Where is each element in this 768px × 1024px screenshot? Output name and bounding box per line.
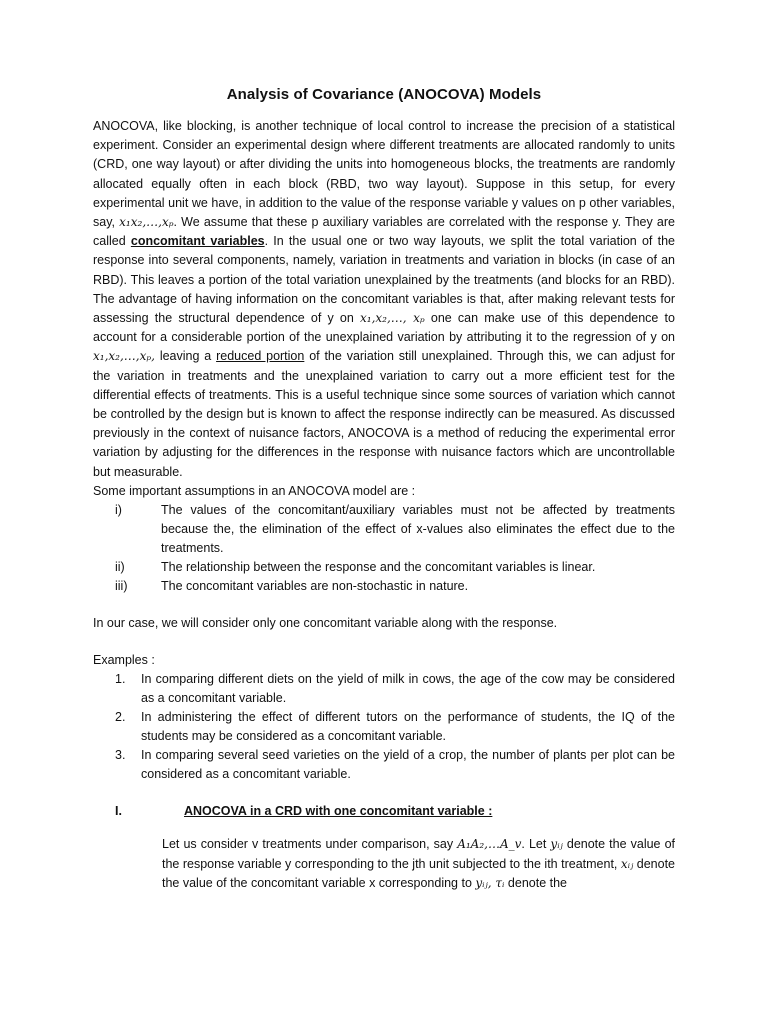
intro-text-4: one can make use of this dependence to account for a considerable portion of the unexplained variation by attributing it to the regression of y on xyxy=(93,311,675,345)
math-x1-xp-2: x₁,x₂,…, xₚ xyxy=(360,311,425,326)
list-item-number: 1. xyxy=(115,672,126,687)
section-title: ANOCOVA in a CRD with one concomitant variable : xyxy=(184,804,493,819)
section-text-4: denote the value of the concomitant variable x corresponding to xyxy=(162,856,675,891)
list-item-text: The concomitant variables are non-stochastic in nature. xyxy=(161,579,469,594)
list-item xyxy=(93,577,675,596)
section-text-2: . Let xyxy=(521,837,551,852)
section-paragraph xyxy=(162,835,675,894)
math-a1-av: A₁A₂,…A_v xyxy=(457,837,522,852)
intro-text-6: of the variation still unexplained. Through this, we can adjust for the variation in treatments and the unexplained variation to carry out a more efficient test for the differential effects of treatments. This is a useful technique since some sources of variation which cannot be controlled by the design but is known to affect the response indirectly can be measured. As discussed previously in the context of nuisance factors, ANOCOVA is a method of reducing the experimental error variation by adjusting for the differences in the response with nuisance factors which are uncontrollable but measurable. xyxy=(93,349,675,479)
list-item xyxy=(93,501,675,558)
case-note: In our case, we will consider only one concomitant variable along with the response. xyxy=(93,616,558,631)
assumptions-list xyxy=(93,501,675,596)
list-item xyxy=(93,746,675,784)
examples-list xyxy=(93,670,675,784)
math-x1-xp: x₁x₂,…,xₚ xyxy=(119,215,174,230)
section-text-5: denote the xyxy=(504,876,567,891)
examples-heading: Examples : xyxy=(93,653,155,668)
list-item-number: iii) xyxy=(115,579,128,594)
math-x1-xp-3: x₁,x₂,…,xₚ, xyxy=(93,349,155,364)
list-item xyxy=(93,708,675,746)
term-reduced-portion: reduced portion xyxy=(216,349,305,364)
list-item-number: ii) xyxy=(115,560,125,575)
math-xij: xᵢⱼ xyxy=(620,856,634,871)
section-text-1: Let us consider v treatments under comparison, say xyxy=(162,837,458,852)
list-item-text: In administering the effect of different tutors on the performance of students, the IQ of the students may be considered as a concomitant variable. xyxy=(141,710,675,744)
list-item xyxy=(93,558,675,577)
list-item-text: In comparing several seed varieties on the yield of a crop, the number of plants per plot can be considered as a concomitant variable. xyxy=(141,748,675,782)
assumptions-heading: Some important assumptions in an ANOCOVA model are : xyxy=(93,483,416,498)
intro-text-1: ANOCOVA, like blocking, is another technique of local control to increase the precision of a statistical experiment. Consider an experimental design where different treatments are allocated randomly to units (CRD, one way layout) or after dividing the units into homogeneous blocks, the treatments are randomly allocated equally often in each block (RBD, two way layout). Suppose in this setup, for every experimental unit we have, in addition to the value of the response variable y values on p other variables, say, xyxy=(93,119,675,230)
document-title: Analysis of Covariance (ANOCOVA) Models xyxy=(226,86,542,103)
list-item-number: 2. xyxy=(115,710,126,725)
intro-paragraph xyxy=(93,117,675,482)
math-yij-taui: yᵢⱼ, τᵢ xyxy=(475,876,505,891)
intro-text-5: leaving a xyxy=(154,349,217,364)
math-yij: yᵢⱼ xyxy=(550,837,563,852)
term-concomitant-variables: concomitant variables xyxy=(130,234,265,249)
list-item-number: i) xyxy=(115,503,122,518)
intro-text-2: . We assume that these p auxiliary variables are correlated with the response y. They are called xyxy=(93,215,675,249)
section-number: I. xyxy=(115,804,122,819)
intro-text-3: . In the usual one or two way layouts, we split the total variation of the response into several components, namely, variation in treatments and variation in blocks (in case of an RBD). This leaves a portion of the total variation unexplained by the treatments (and blocks for an RBD). The advantage of having information on the concomitant variables is that, after making relevant tests for assessing the structural dependence of y on xyxy=(93,234,675,326)
list-item-text: In comparing different diets on the yield of milk in cows, the age of the cow may be considered as a concomitant variable. xyxy=(141,672,675,706)
section-text-3: denote the value of the response variable y corresponding to the jth unit subjected to the ith treatment, xyxy=(162,837,675,871)
list-item xyxy=(93,670,675,708)
section-heading xyxy=(93,802,675,821)
list-item-text: The values of the concomitant/auxiliary variables must not be affected by treatments because the, the elimination of the effect of x-values also eliminates the effect due to the treatments. xyxy=(161,503,675,556)
list-item-text: The relationship between the response and the concomitant variables is linear. xyxy=(161,560,596,575)
list-item-number: 3. xyxy=(115,748,126,763)
